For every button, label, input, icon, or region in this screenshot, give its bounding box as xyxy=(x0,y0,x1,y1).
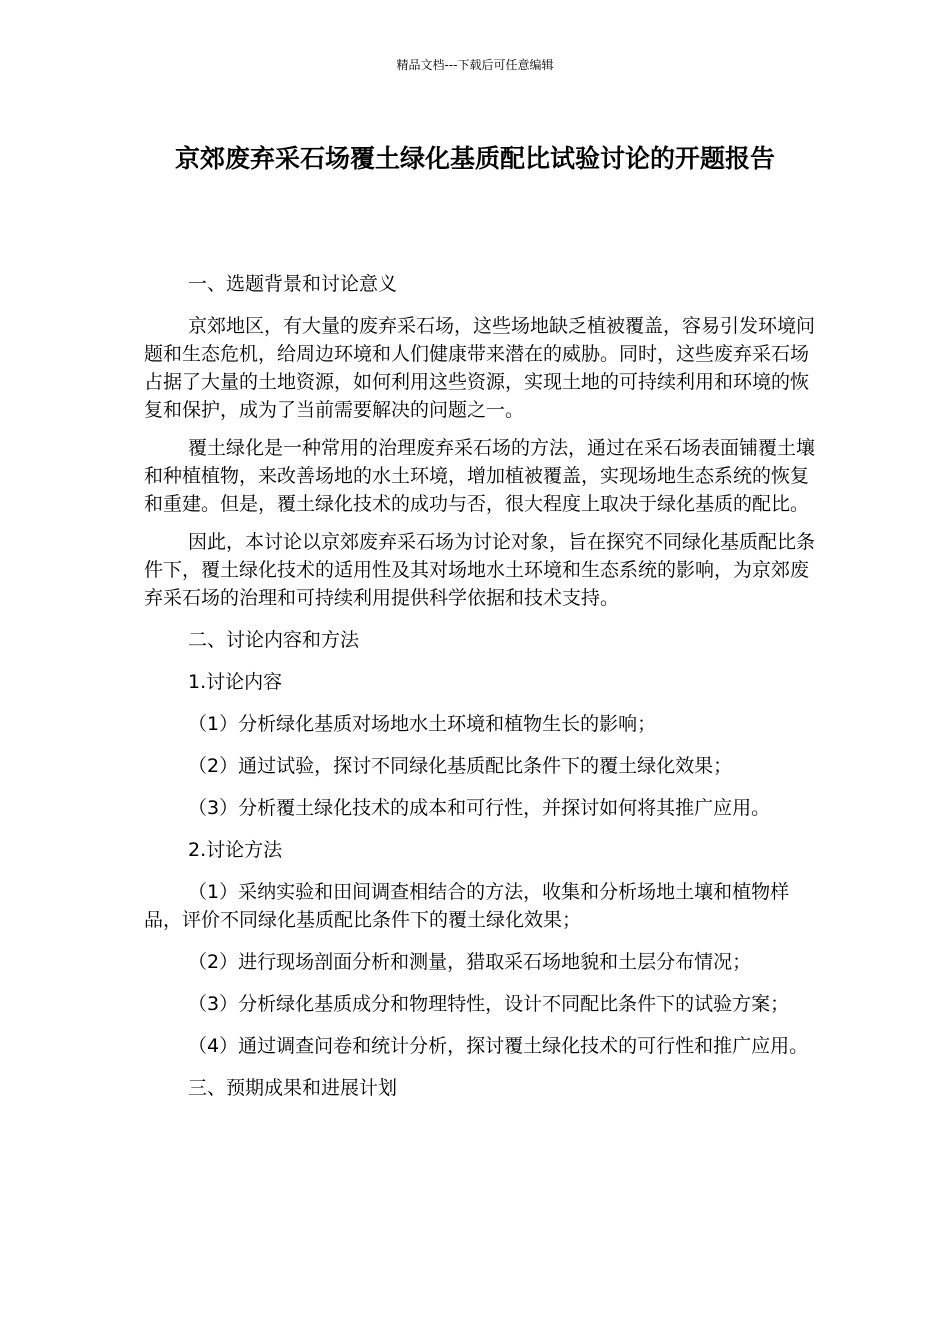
list-item-content-3: （3）分析覆土绿化技术的成本和可行性，并探讨如何将其推广应用。 xyxy=(188,797,771,819)
document-body xyxy=(144,270,818,1102)
section-heading-content-methods: 二、讨论内容和方法 xyxy=(188,629,360,651)
paragraph-background-1: 京郊地区，有大量的废弃采石场，这些场地缺乏植被覆盖，容易引发环境问题和生态危机，给周边环境和人们健康带来潜在的威胁。同时，这些废弃采石场占据了大量的土地资源，如何利用这些资源，实现土地的可持续利用和环境的恢复和保护，成为了当前需要解决的问题之一。 xyxy=(144,315,816,421)
paragraph-background-2: 覆土绿化是一种常用的治理废弃采石场的方法，通过在采石场表面铺覆土壤和种植植物，来改善场地的水土环境，增加植被覆盖，实现场地生态系统的恢复和重建。但是，覆土绿化技术的成功与否，很大程度上取决于绿化基质的配比。 xyxy=(144,437,816,515)
subheading-methods: 2.讨论方法 xyxy=(188,839,283,861)
list-item-method-2: （2）进行现场剖面分析和测量，猎取采石场地貌和土层分布情况； xyxy=(188,951,752,973)
list-item-method-4: （4）通过调查问卷和统计分析，探讨覆土绿化技术的可行性和推广应用。 xyxy=(188,1035,809,1057)
section-heading-background: 一、选题背景和讨论意义 xyxy=(188,273,398,295)
list-item-content-2: （2）通过试验，探讨不同绿化基质配比条件下的覆土绿化效果； xyxy=(188,755,733,777)
page-header-watermark: 精品文档---下载后可任意编辑 xyxy=(396,58,554,72)
subheading-content: 1.讨论内容 xyxy=(188,671,283,693)
list-item-method-3: （3）分析绿化基质成分和物理特性，设计不同配比条件下的试验方案； xyxy=(188,993,790,1015)
paragraph-background-3: 因此，本讨论以京郊废弃采石场为讨论对象，旨在探究不同绿化基质配比条件下，覆土绿化技术的适用性及其对场地水土环境和生态系统的影响，为京郊废弃采石场的治理和可持续利用提供科学依据和技术支持。 xyxy=(144,531,816,609)
list-item-content-1: （1）分析绿化基质对场地水土环境和植物生长的影响； xyxy=(188,713,657,735)
section-heading-outcomes-plan: 三、预期成果和进展计划 xyxy=(188,1077,398,1099)
document-title: 京郊废弃采石场覆土绿化基质配比试验讨论的开题报告 xyxy=(174,144,775,173)
list-item-method-1: （1）采纳实验和田间调查相结合的方法，收集和分析场地土壤和植物样品，评价不同绿化基质配比条件下的覆土绿化效果； xyxy=(144,881,790,931)
